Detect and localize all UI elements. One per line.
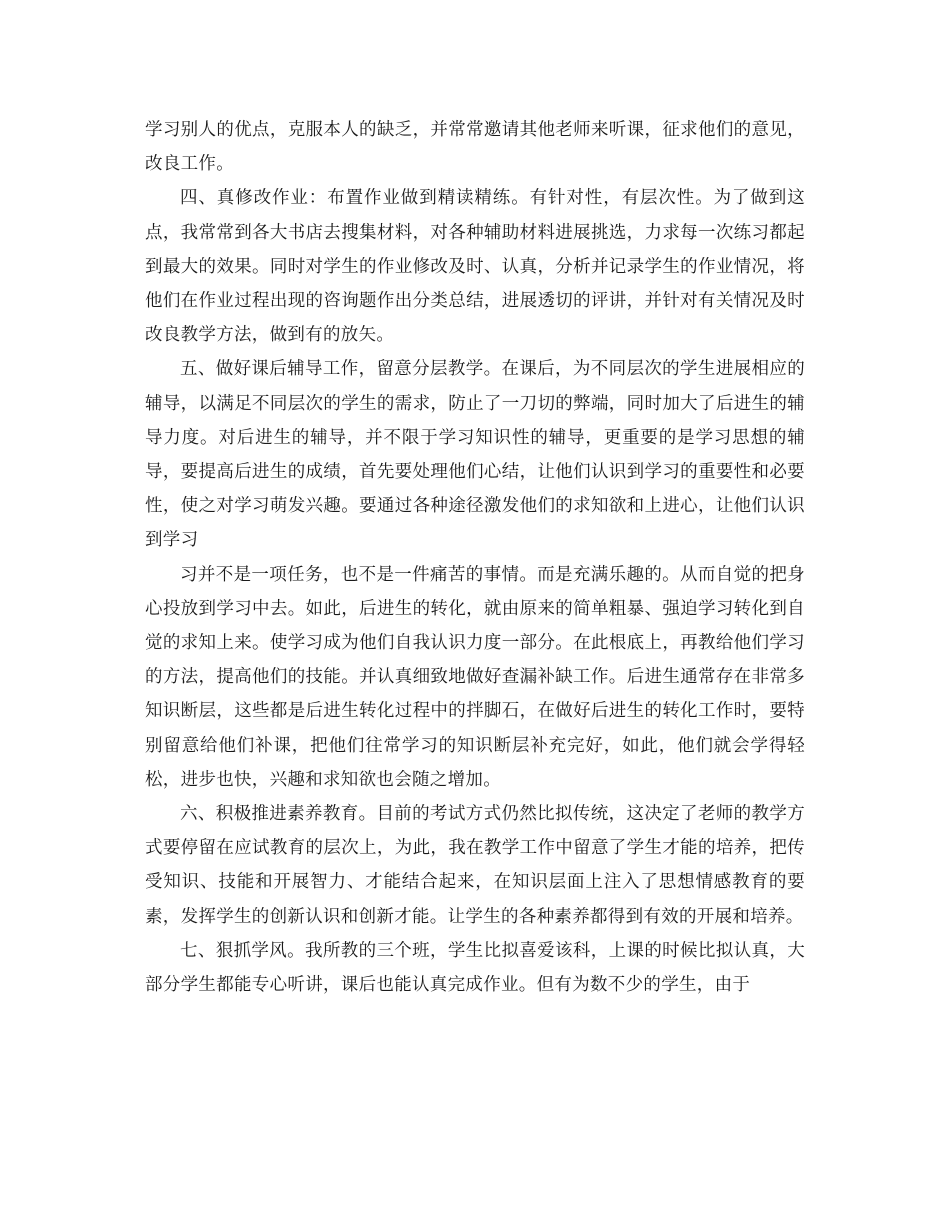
paragraph-learning-interest: 习并不是一项任务，也不是一件痛苦的事情。而是充满乐趣的。从而自觉的把身心投放到学习中去。如此，后进生的转化，就由原来的简单粗暴、强迫学习转化到自觉的求知上来。使学习成为他们自我认识力度一部分。在此根底上，再教给他们学习的方法，提高他们的技能。并认真细致地做好查漏补缺工作。后进生通常存在非常多知识断层，这些都是后进生转化过程中的拌脚石，在做好后进生的转化工作时，要特别留意给他们补课，把他们往常学习的知识断层补充完好，如此，他们就会学得轻松，进步也快，兴趣和求知欲也会随之增加。 (145, 564, 805, 790)
paragraph-homework: 四、真修改作业：布置作业做到精读精练。有针对性，有层次性。为了做到这点，我常常到各大书店去搜集材料，对各种辅助材料进展挑选，力求每一次练习都起到最大的效果。同时对学生的作业修改及时、认真，分析并记录学生的作业情况，将他们在作业过程出现的咨询题作出分类总结，进展透切的评讲，并针对有关情况及时改良教学方法，做到有的放矢。 (145, 188, 805, 346)
paragraph-quality-education: 六、积极推进素养教育。目前的考试方式仍然比拟传统，这决定了老师的教学方式要停留在应试教育的层次上，为此，我在教学工作中留意了学生才能的培养，把传受知识、技能和开展智力、才能结合起来，在知识层面上注入了思想情感教育的要素，发挥学生的创新认识和创新才能。让学生的各种素养都得到有效的开展和培养。 (145, 804, 805, 927)
paragraph-study-style: 七、狠抓学风。我所教的三个班，学生比拟喜爱该科，上课的时候比拟认真，大部分学生都能专心听讲，课后也能认真完成作业。但有为数不少的学生，由于 (145, 940, 805, 996)
document-body (145, 113, 805, 1002)
paragraph-continuation: 学习别人的优点，克服本人的缺乏，并常常邀请其他老师来听课，征求他们的意见，改良工作。 (145, 120, 805, 175)
paragraph-after-class-tutoring: 五、做好课后辅导工作，留意分层教学。在课后，为不同层次的学生进展相应的辅导，以满足不同层次的学生的需求，防止了一刀切的弊端，同时加大了后进生的辅导力度。对后进生的辅导，并不限于学习知识性的辅导，更重要的是学习思想的辅导，要提高后进生的成绩，首先要处理他们心结，让他们认识到学习的重要性和必要性，使之对学习萌发兴趣。要通过各种途径激发他们的求知欲和上进心，让他们认识到学习 (145, 359, 805, 551)
